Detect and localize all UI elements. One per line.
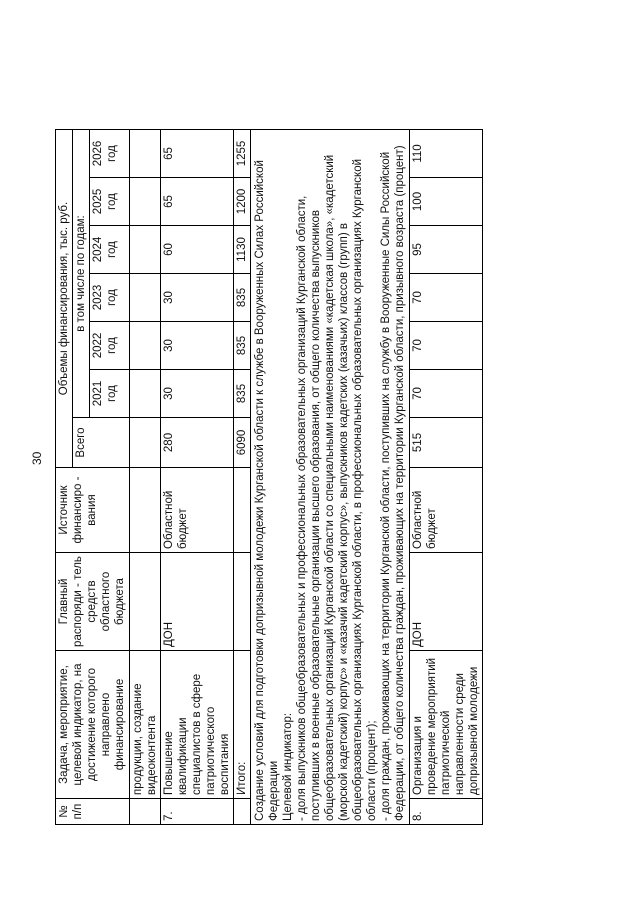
row-task: продукции, создание видеоконтента [130, 651, 161, 799]
row-year-value: 70 [410, 274, 483, 322]
table-row-7 [161, 130, 234, 825]
header-year: 2023 год [90, 274, 130, 322]
header-manager: Главный распоряди - тель средств областного бюджета [56, 553, 130, 651]
row-task: Организация и проведение мероприятий патриотической направленности среди допризывной молодежи [410, 651, 483, 799]
total-year-value: 835 [234, 370, 251, 418]
row-year-value: 30 [161, 370, 234, 418]
financing-table [55, 129, 483, 825]
total-year-value: 835 [234, 274, 251, 322]
row-year-value: 30 [161, 322, 234, 370]
row-year-value: 110 [410, 130, 483, 178]
indicator-1: - доля выпускников общеобразовательных и профессиональных образовательных организаций Курганской области, поступивших в военные образовательные организации высшего образования, от общего количества выпускников общеобразовательных организаций Курганской области со специальными наименованиями «кадетская школа», «кадетский (морской кадетский) корпус» и «казачий кадетский корпус», выпускников кадетских (казачьих) классов (групп) в общеобразовательных организациях Курганской области, в профессиональных образовательных организациях Курганской области (процент); [296, 154, 379, 821]
section-row [251, 130, 410, 825]
header-year: 2021 год [90, 370, 130, 418]
total-year-value: 1200 [234, 178, 251, 226]
total-year-value: 1130 [234, 226, 251, 274]
table-row-continuation [130, 130, 161, 825]
header-year: 2022 год [90, 322, 130, 370]
row-year-value: 100 [410, 178, 483, 226]
total-label: Итого: [234, 651, 251, 799]
header-task: Задача, мероприятие, целевой индикатор, на достижение которого направлено финансирование [56, 651, 130, 799]
section-cell [251, 130, 410, 825]
header-year: 2025 год [90, 178, 130, 226]
section-title: Создание условий для подготовки допризывной молодежи Курганской области к службе в Вооруженных Силах Российской Федерации [254, 160, 281, 821]
header-year: 2026 год [90, 130, 130, 178]
table-row-8 [410, 130, 483, 825]
row-task: Повышение квалификации специалистов в сфере патриотического воспитания [161, 651, 234, 799]
row-manager: ДОН [410, 553, 483, 651]
header-year: 2024 год [90, 226, 130, 274]
row-year-value: 95 [410, 226, 483, 274]
indicator-label: Целевой индикатор: [282, 712, 295, 821]
table-row-total [234, 130, 251, 825]
row-total: 515 [410, 418, 483, 468]
indicator-2: - доля граждан, проживающих на территории Курганской области, поступивших на службу в Вооруженные Силы Российской Федерации, от общего количества граждан, проживающих на территории Курганской области, призывного возраста (процент) [380, 145, 407, 821]
header-row [56, 130, 73, 825]
header-volumes: Объемы финансирования, тыс. руб. [56, 130, 73, 468]
header-num: № п/п [56, 799, 130, 825]
row-year-value: 70 [410, 322, 483, 370]
header-by-years: в том числе по годам: [73, 130, 90, 418]
row-manager: ДОН [161, 553, 234, 651]
page-number: 30 [30, 451, 44, 465]
total-year-value: 835 [234, 322, 251, 370]
row-year-value: 65 [161, 130, 234, 178]
header-source: Источник финансиро - вания [56, 468, 130, 553]
row-source: Областной бюджет [161, 468, 234, 553]
row-year-value: 65 [161, 178, 234, 226]
total-sum: 6090 [234, 418, 251, 468]
row-total: 280 [161, 418, 234, 468]
row-year-value: 60 [161, 226, 234, 274]
row-year-value: 30 [161, 274, 234, 322]
row-year-value: 70 [410, 370, 483, 418]
row-source: Областной бюджет [410, 468, 483, 553]
total-year-value: 1255 [234, 130, 251, 178]
row-num: 8. [410, 799, 483, 825]
row-num: 7. [161, 799, 234, 825]
header-total: Всего [73, 418, 130, 468]
